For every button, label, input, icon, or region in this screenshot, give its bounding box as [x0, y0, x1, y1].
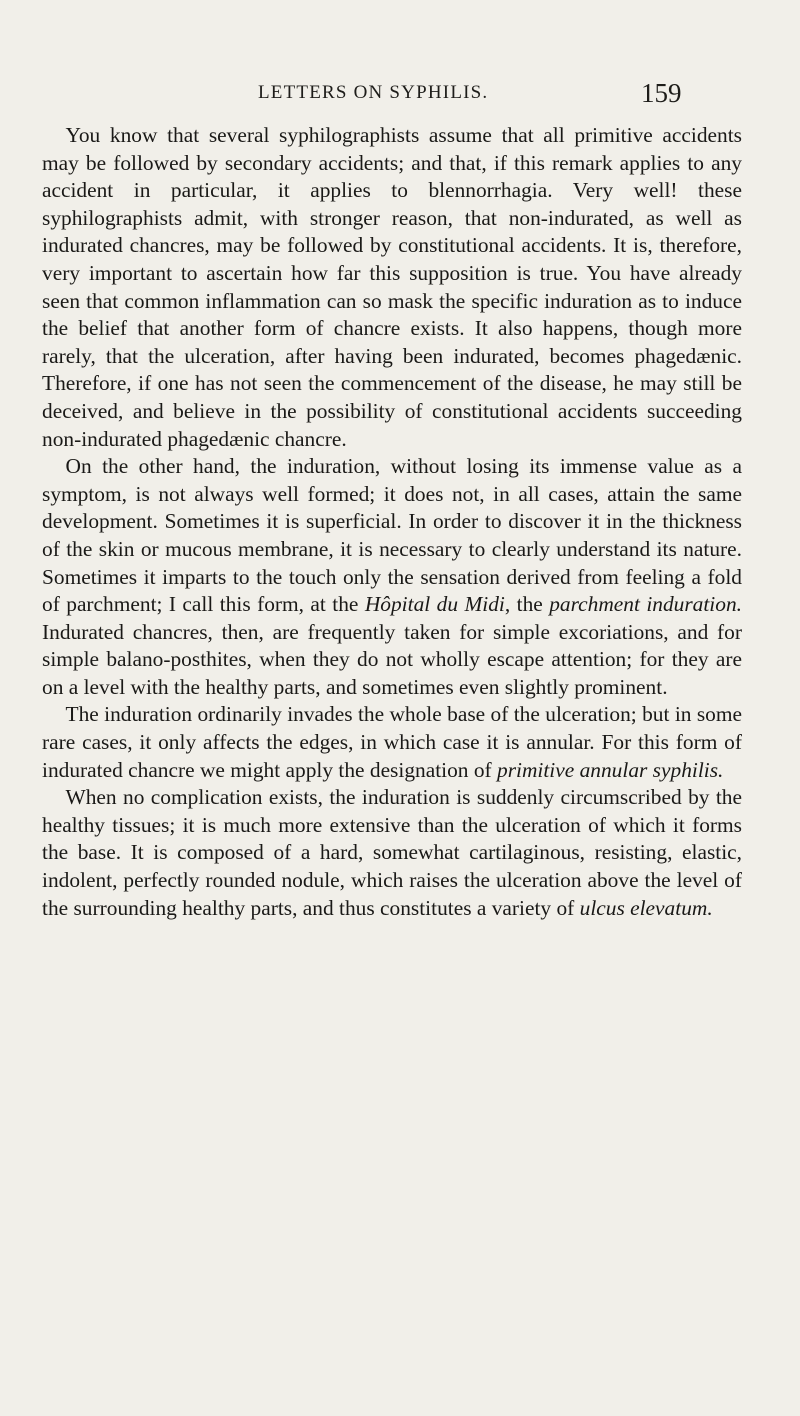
paragraph-3-text: The induration ordinarily invades the whole base of the ulceration; but in some rare cases, it only affects the edges, in which case it is annular. For this form of indurated chancre we might apply the designation of	[42, 702, 742, 782]
paragraph-2-text-end: Indurated chancres, then, are frequently taken for simple excoriations, and for simple balano-posthites, when they do not wholly escape attention; for they are on a level with the healthy parts, and sometimes even slightly prominent.	[42, 619, 742, 699]
body-text	[42, 122, 742, 922]
parchment-induration-italic: parchment induration.	[549, 592, 742, 617]
paragraph-4-text: When no complication exists, the induration is suddenly circumscribed by the healthy tissues; it is much more extensive than the ulceration of which it forms the base. It is composed of a hard, somewhat cartilaginous, resisting, elastic, indolent, perfectly rounded nodule, which raises the ulceration above the level of the surrounding healthy parts, and thus constitutes a variety of	[42, 785, 742, 920]
primitive-annular-syphilis-italic: primitive annular syphilis.	[497, 757, 724, 782]
ulcus-elevatum-italic: ulcus elevatum.	[579, 895, 713, 920]
running-header	[0, 78, 800, 112]
paragraph-4	[42, 784, 742, 922]
hopital-du-midi-italic: Hôpital du Midi	[364, 592, 505, 617]
paragraph-2-text-cont: , the	[504, 592, 550, 617]
paragraph-1	[42, 122, 742, 453]
paragraph-3	[42, 701, 742, 784]
page-number: 159	[641, 78, 682, 108]
paragraph-2	[42, 453, 742, 701]
running-title: LETTERS ON SYPHILIS.	[258, 82, 489, 103]
paragraph-2-text: On the other hand, the induration, without losing its immense value as a symptom, is not always well formed; it does not, in all cases, attain the same development. Sometimes it is superficial. In order to discover it in the thickness of the skin or mucous membrane, it is necessary to clearly understand its nature. Sometimes it imparts to the touch only the sensation derived from feeling a fold of parchment; I call this form, at the	[42, 454, 742, 617]
paragraph-1-text: You know that several syphilographists assume that all primitive accidents may be followed by secondary accidents; and that, if this remark applies to any accident in particular, it applies to blennorrhagia. Very well! these syphilographists admit, with stronger reason, that non-indurated, as well as indurated chancres, may be followed by constitutional accidents. It is, therefore, very important to ascertain how far this supposition is true. You have already seen that common inflammation can so mask the specific induration as to induce the belief that another form of chancre exists. It also happens, though more rarely, that the ulceration, after having been indurated, becomes phagedænic. Therefore, if one has not seen the commencement of the disease, he may still be deceived, and believe in the possibility of constitutional accidents succeeding non-indurated phagedænic chancre.	[42, 123, 742, 451]
